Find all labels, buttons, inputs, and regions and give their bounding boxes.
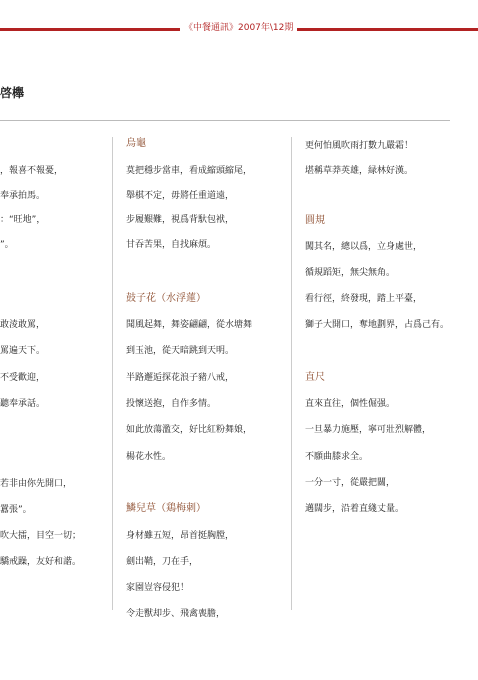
section-heading: 直尺 <box>305 372 325 383</box>
text-line: 家園豈容侵犯！ <box>126 583 190 593</box>
text-line: ”。 <box>0 240 14 250</box>
text-line: 到玉池，從天暗跳到天明。 <box>126 346 235 356</box>
text-line: 甘吞苦果，自找麻煩。 <box>126 240 217 250</box>
text-line: 一旦暴力施壓，寧可壯烈解體， <box>305 425 432 435</box>
text-line: 一分一寸，從嚴把關， <box>305 478 396 488</box>
section-heading: 烏龜 <box>126 138 146 149</box>
text-line: ：“旺地”， <box>0 215 46 225</box>
text-line: 身材雖五短，昂首挺胸膛， <box>126 531 235 541</box>
text-line: 半路邂逅探花浪子豬八戒， <box>126 373 235 383</box>
text-line: 獅子大開口，奪地劃界，占爲己有。 <box>305 320 450 330</box>
text-line: 闖其名，總以爲，立身處世， <box>305 242 423 252</box>
text-line: 若非由你先開口， <box>0 479 73 489</box>
text-line: 更何怕風吹雨打數九嚴霜！ <box>305 141 414 151</box>
text-line: 不受歡迎， <box>0 373 46 383</box>
text-line: 敢淩敢罵， <box>0 320 46 330</box>
text-line: ，報喜不報憂， <box>0 166 64 176</box>
text-line: 投懷送抱，自作多情。 <box>126 399 217 409</box>
text-line: 奉承拍馬。 <box>0 191 46 201</box>
text-line: 看行徑，終發現，踏上平臺， <box>305 294 423 304</box>
text-line: 堪稱草莽英雄，緑林好漢。 <box>305 166 414 176</box>
text-line: 如此放蕩濫交，好比紅粉舞娘， <box>126 425 253 435</box>
text-line: 步履艱難，視爲背馱包袱， <box>126 215 235 225</box>
text-line: 直來直往，個性倔强。 <box>305 399 396 409</box>
text-line: 循規蹈矩，無尖無角。 <box>305 268 396 278</box>
text-line: 聞風起舞，舞姿翩翩，從水塘舞 <box>126 320 253 330</box>
section-heading: 鱗兒草（鶏梅刺） <box>126 503 206 514</box>
section-heading: 鼓子花（水浮蓮） <box>126 293 206 304</box>
section-heading: 圓規 <box>305 215 325 226</box>
text-line: 罵遍天下。 <box>0 346 46 356</box>
text-line: 驕戒躁，友好和諧。 <box>0 557 82 567</box>
text-line: 令走獸却步、飛禽喪膽， <box>126 609 226 619</box>
text-line: 吹大擂，目空一切； <box>0 531 82 541</box>
text-line: 囂張”。 <box>0 505 32 515</box>
text-line: 邁闊步，沿着直綫丈量。 <box>305 504 405 514</box>
text-line: 劍出鞘，刀在手， <box>126 557 199 567</box>
page-title: 啓櫸 <box>0 86 25 100</box>
text-line: 莫把穩步當車，看成縮頭縮尾， <box>126 166 253 176</box>
text-line: 不願曲膝求全。 <box>305 452 369 462</box>
text-line: 楊花水性。 <box>126 452 172 462</box>
text-line: 舉棋不定，毋將任重道遠， <box>126 191 235 201</box>
text-line: 聽奉承話。 <box>0 399 46 409</box>
publication-title: 《中餐通訊》2007年\12期 <box>180 20 297 36</box>
